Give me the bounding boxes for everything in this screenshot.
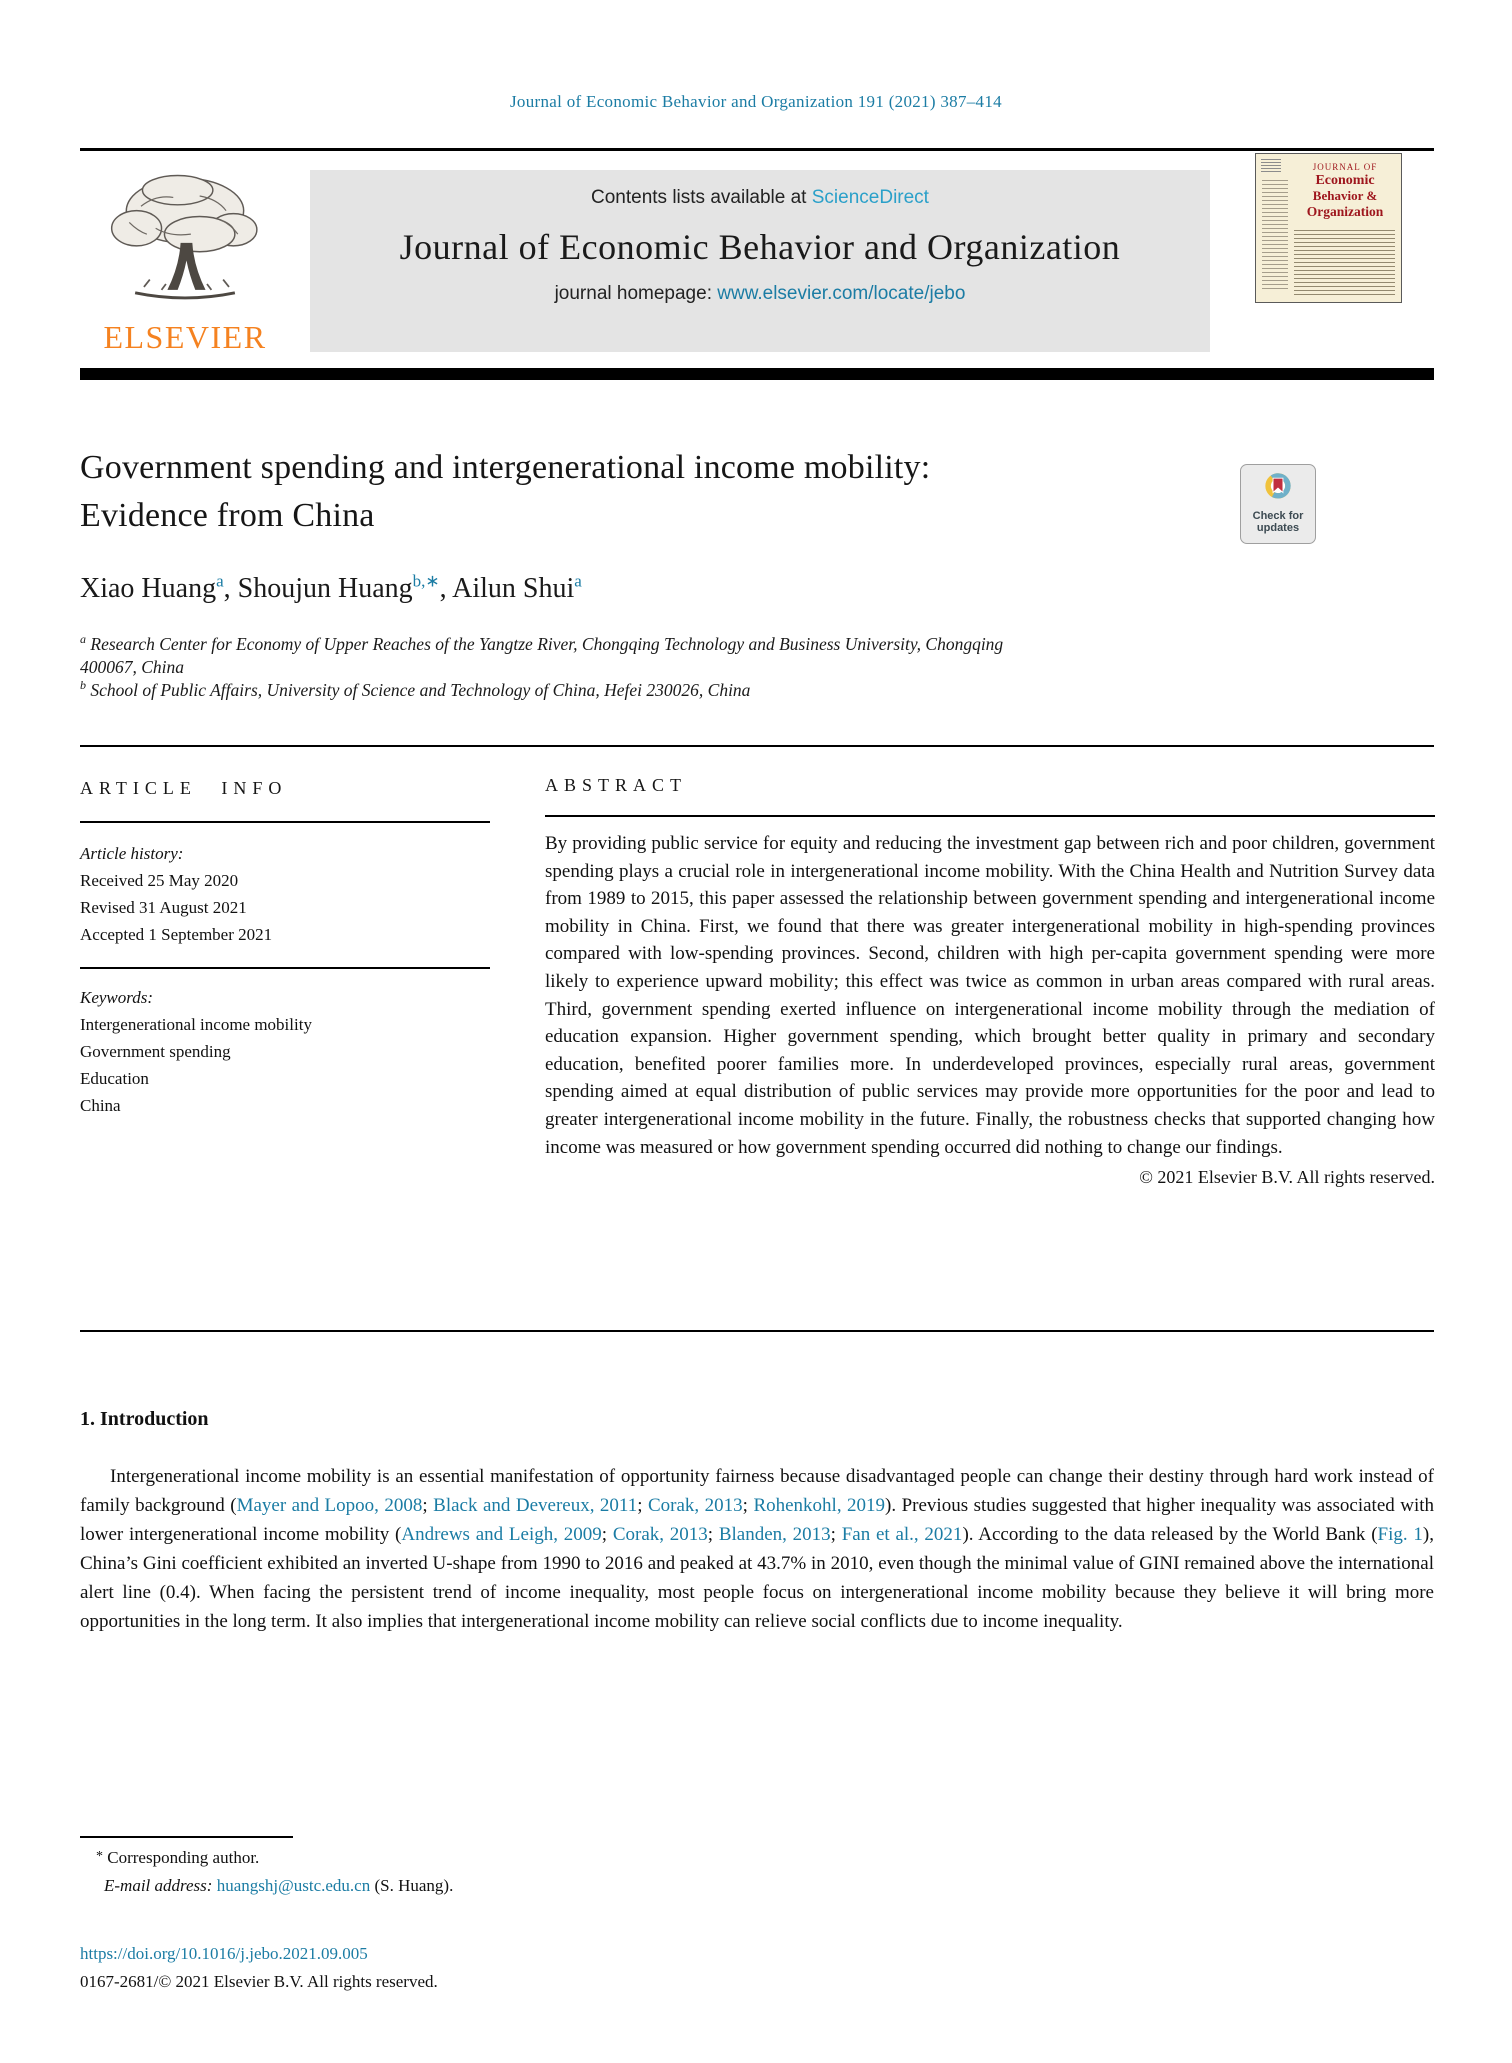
affiliation-b (80, 679, 1045, 702)
doi-link[interactable]: https://doi.org/10.1016/j.jebo.2021.09.005 (80, 1944, 368, 1963)
article-title-line1: Government spending and intergenerational income mobility: (80, 449, 931, 486)
email-suffix: (S. Huang). (370, 1876, 454, 1895)
corresponding-author-note (96, 1848, 259, 1868)
affiliation-text: School of Public Affairs, University of Science and Technology of China, Hefei 230026, China (90, 680, 751, 700)
affiliations (80, 633, 1045, 702)
elsevier-tree-icon (97, 166, 273, 314)
article-history-label: Article history: (80, 844, 184, 863)
affiliation-a (80, 633, 1045, 679)
homepage-line (310, 283, 1210, 305)
introduction-text: ; (637, 1495, 648, 1516)
introduction-text: ), China’s Gini coefficient exhibited an inverted U-shape from 1990 to 2016 and peaked at 43.7% in 2010, even though the minimal value of GINI remained above the international alert line (0.4). When facing the persistent trend of income inequality, most people focus on intergenerational income mobility because they believe it will bring more opportunities in the long term. It also implies that intergenerational income mobility can relieve social conflicts due to income inequality. (80, 1524, 1434, 1632)
citation-link[interactable]: Corak, 2013 (648, 1495, 743, 1516)
masthead-journal-title: Journal of Economic Behavior and Organization (399, 227, 1121, 267)
keyword-item: Government spending (80, 1042, 231, 1061)
check-for-updates-badge[interactable] (1240, 464, 1316, 544)
author-line (80, 573, 582, 605)
cover-elsevier-mark (1261, 159, 1281, 173)
cover-title-line: Behavior & (1312, 188, 1378, 204)
elsevier-wordmark: ELSEVIER (103, 319, 267, 355)
author-affiliation-sup[interactable]: b,∗ (412, 571, 440, 591)
article-info-section (80, 775, 490, 1119)
masthead-bottom-bar (80, 368, 1434, 380)
introduction-text: ). Previous studies suggested that higher inequality was associated with lower intergenerational income mobility ( (80, 1495, 1435, 1545)
info-section-top-rule (80, 745, 1434, 747)
abstract-section (545, 775, 1435, 1188)
introduction-heading: 1. Introduction (80, 1408, 209, 1430)
introduction-text: Intergenerational income mobility is an essential manifestation of opportunity fairness because disadvantaged people can change their destiny through hard work instead of family background ( (80, 1466, 1434, 1516)
citation-link[interactable]: Rohenkohl, 2019 (753, 1495, 886, 1516)
email-note (104, 1876, 453, 1896)
check-badge-line1: Check for (1252, 510, 1304, 522)
author-affiliation-sup[interactable]: a (216, 571, 224, 591)
article-info-heading: ARTICLE INFO (80, 778, 288, 798)
affiliation-text: Research Center for Economy of Upper Reaches of the Yangtze River, Chongqing Technology and Business University, Chongqing 400067, China (80, 634, 1004, 677)
citation-link[interactable]: Fan et al., 2021 (841, 1524, 963, 1545)
corresponding-author-text: Corresponding author. (107, 1848, 260, 1867)
abstract-copyright: © 2021 Elsevier B.V. All rights reserved. (1139, 1167, 1435, 1188)
contents-line (310, 187, 1210, 209)
history-item: Accepted 1 September 2021 (80, 925, 273, 944)
article-title-line2: Evidence from China (80, 497, 375, 534)
abstract-text: By providing public service for equity and reducing the investment gap between rich and poor children, government spending plays a crucial role in intergenerational income mobility. With the China Health and Nutrition Survey data from 1989 to 2015, this paper assessed the relationship between government spending and intergenerational income mobility in China. First, we found that there was greater intergenerational mobility in high-spending provinces compared with low-spending provinces. Second, children with high per-capita government spending were more likely to experience upward mobility; this effect was twice as common in urban areas compared with rural areas. Third, government spending exerted influence on intergenerational income mobility through the mediation of education expansion. Higher government spending, which brought better quality in primary and secondary education, benefited poorer families more. In underdeveloped provinces, especially rural areas, government spending aimed at equal distribution of public services may provide more opportunities for the poor and lead to greater intergenerational income mobility in the future. Finally, the robustness checks that supported changing how income was measured or how government spending occurred did nothing to change our findings. (545, 833, 1435, 1158)
introduction-text: ; (707, 1524, 719, 1545)
citation-link[interactable]: Mayer and Lopoo, 2008 (236, 1495, 423, 1516)
article-info-heading-rule (80, 821, 490, 823)
author-name: Shoujun Huang (237, 573, 413, 604)
citation-link[interactable]: Blanden, 2013 (718, 1524, 831, 1545)
introduction-text: ). According to the data released by the World Bank ( (962, 1524, 1378, 1545)
header-top-rule (80, 148, 1434, 151)
cover-title-line: JOURNAL OF (1312, 162, 1378, 172)
keyword-item: Education (80, 1069, 149, 1088)
introduction-text: ; (742, 1495, 754, 1516)
cover-title (1294, 162, 1396, 220)
author-separator: , (439, 573, 453, 604)
journal-homepage-link[interactable]: www.elsevier.com/locate/jebo (717, 283, 966, 304)
author-name: Ailun Shui (452, 573, 575, 604)
cover-title-line: Economic (1315, 173, 1375, 189)
introduction-text: ; (830, 1524, 842, 1545)
citation-link[interactable]: Fig. 1 (1377, 1524, 1423, 1545)
citation-link[interactable]: Corak, 2013 (612, 1524, 708, 1545)
history-item: Revised 31 August 2021 (80, 898, 247, 917)
email-label: E-mail address: (104, 1876, 213, 1895)
keywords-divider-rule (80, 967, 490, 969)
footnote-rule (80, 1836, 293, 1838)
homepage-label: journal homepage: (554, 283, 718, 304)
cover-toc-strip (1262, 180, 1288, 290)
author-name: Xiao Huang (80, 573, 217, 604)
introduction-text: ; (422, 1495, 434, 1516)
history-item: Received 25 May 2020 (80, 871, 239, 890)
elsevier-logo (84, 166, 286, 355)
issn-copyright-line: 0167-2681/© 2021 Elsevier B.V. All rights reserved. (80, 1972, 438, 1991)
affiliation-marker: b (80, 678, 86, 693)
article-title (80, 444, 930, 540)
footnote-marker: * (96, 1849, 103, 1864)
cover-title-line: Organization (1306, 204, 1384, 220)
introduction-paragraph (80, 1462, 1434, 1636)
journal-cover-thumbnail[interactable] (1255, 153, 1402, 303)
sciencedirect-link[interactable]: ScienceDirect (811, 187, 929, 208)
check-badge-line2: updates (1256, 522, 1300, 534)
citation-link[interactable]: Andrews and Leigh, 2009 (401, 1524, 602, 1545)
email-link[interactable]: huangshj@ustc.edu.cn (216, 1876, 371, 1895)
abstract-heading: ABSTRACT (545, 775, 688, 795)
check-for-updates-label (1241, 510, 1315, 534)
abstract-bottom-rule (80, 1330, 1434, 1332)
citation-link[interactable]: Black and Devereux, 2011 (433, 1495, 638, 1516)
crossmark-icon (1256, 469, 1300, 505)
author-separator: , (223, 573, 238, 604)
author-affiliation-sup[interactable]: a (574, 571, 582, 591)
keyword-item: Intergenerational income mobility (80, 1015, 312, 1034)
running-head-citation: Journal of Economic Behavior and Organization 191 (2021) 387–414 (510, 92, 1002, 111)
abstract-heading-rule (545, 815, 1435, 817)
cover-article-list-lines (1294, 230, 1395, 296)
contents-prefix-text: Contents lists available at (591, 187, 812, 208)
masthead-banner (310, 170, 1210, 352)
keywords-label: Keywords: (80, 988, 154, 1007)
affiliation-marker: a (80, 632, 86, 647)
keyword-item: China (80, 1096, 121, 1115)
introduction-text: ; (601, 1524, 613, 1545)
